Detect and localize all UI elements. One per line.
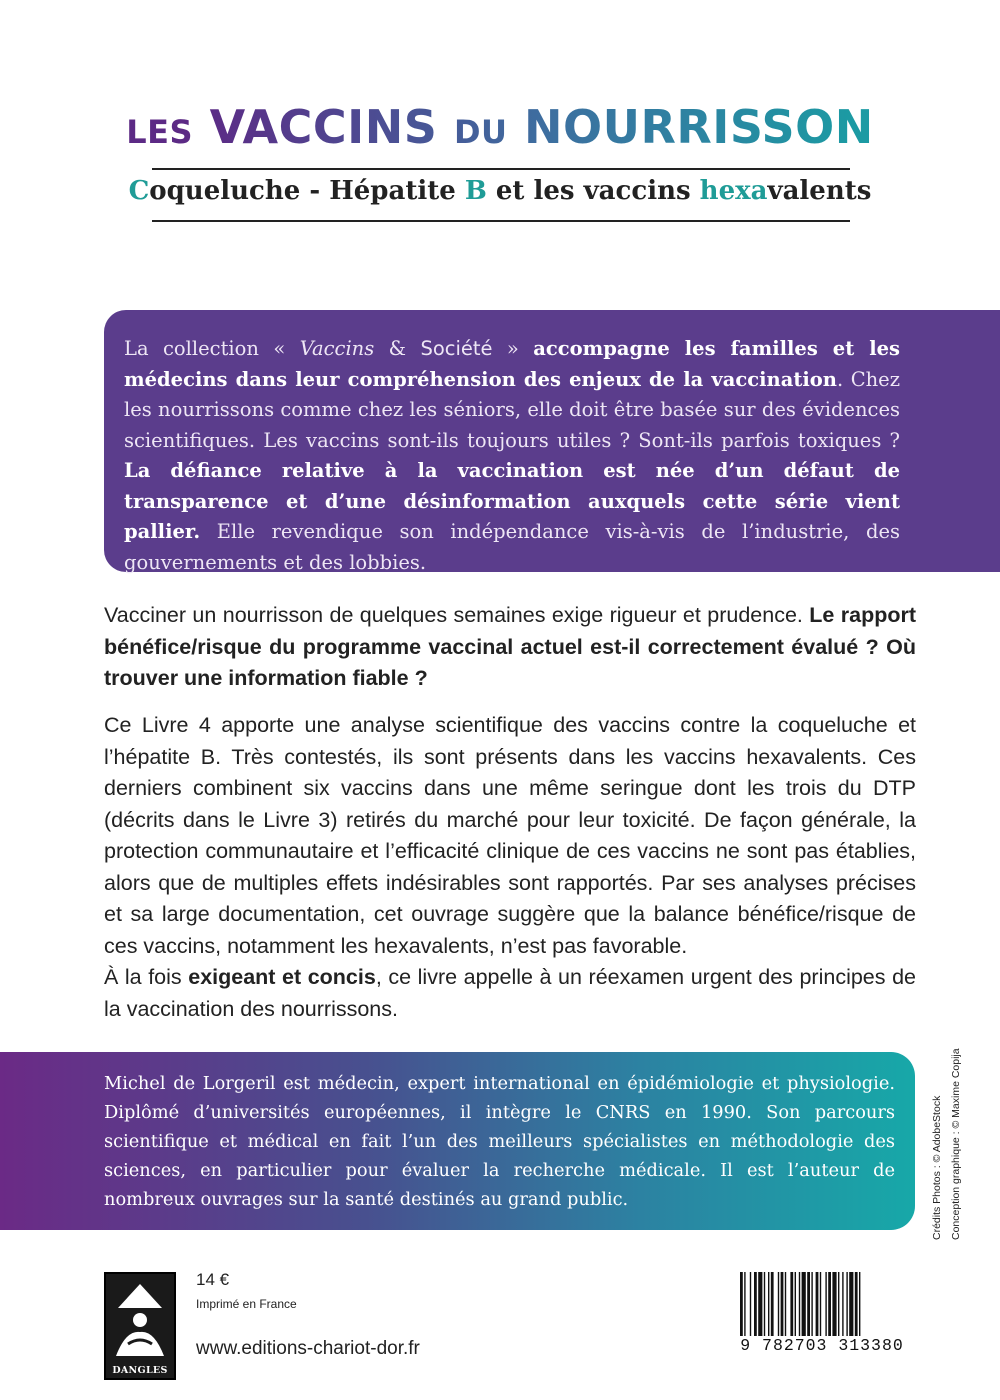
collection-box [104,310,1000,572]
author-bio: Michel de Lorgeril est médecin, expert international en épidémiologie et physiologie. Diplômé d’universités européennes, il intègre le CNRS en 1990. Son parcours scientifique et médical en fait l’un des meilleurs spécialistes en méthodologie des sciences, en particulier pour évaluer la recherche médicale. Il est l’auteur de nombreux ouvrages sur la santé destinés au grand public. [104,1073,895,1210]
collection-name-vaccins: Vaccins [299,337,375,360]
barcode-bar [754,1272,757,1338]
bottom-rule [152,220,850,222]
isbn-number: 9 782703 313380 [736,1336,908,1355]
barcode-bar [855,1272,858,1338]
barcode-icon [736,1272,908,1372]
collection-text [124,334,900,578]
title-nourrisson: NOURRISSON [524,100,874,154]
publisher-logo-graphic [106,1274,174,1362]
top-rule [152,168,850,170]
barcode-bar [785,1272,786,1338]
barcode-bar [849,1272,853,1338]
barcode-bar [859,1272,860,1338]
collection-name-societe: Société [420,337,493,360]
title-du: DU [453,113,508,151]
publisher-website: www.editions-chariot-dor.fr [196,1338,420,1359]
barcode-bars [736,1272,908,1338]
author-box [0,1052,915,1230]
barcode-bar [846,1272,847,1338]
barcode-bar [828,1272,831,1338]
collection-text-3: . Chez les nourrissons comme chez les séniors, elle doit être basée sur des évidences scientifiques. Les vaccins sont-ils toujours utiles ? Sont-ils parfois toxiques ? [124,367,900,452]
barcode-bar [842,1272,843,1338]
book-title [0,100,1000,154]
barcode-bar [816,1272,819,1338]
collection-text-4: Elle revendique son indépendance vis-à-vis de l’industrie, des gouvernements et des lobbies. [124,520,900,574]
credit-design: Conception graphique : © Maxime Copija [950,1048,962,1240]
barcode-bar [790,1272,793,1338]
conclusion-text-a: À la fois [104,965,189,989]
analysis-paragraph: Ce Livre 4 apporte une analyse scientifique des vaccins contre la coqueluche et l’hépatite B. Très contestés, ils sont présents dans les vaccins hexavalents. Ces derniers combinent six vaccins dans une même seringue dont les trois du DTP (décrits dans le Livre 3) retirés du marché pour leur toxicité. De façon générale, la protection communautaire et l’efficacité clinique de ces vaccins ne sont pas établies, alors que de multiples effets indésirables sont rapportés. Par ses analyses précises et sa large documentation, cet ouvrage suggère que la balance bénéfice/risque de ces vaccins, notamment les hexavalents, n’est pas favorable. [104,713,916,958]
intro-bold: Le rapport bénéfice/risque du programme vaccinal actuel est-il correctement évalué ? Où trouver une information fiable ? [104,603,916,690]
subtitle-part-2: et les vaccins [486,176,700,206]
title-les: LES [126,113,194,151]
barcode-bar [758,1272,762,1338]
barcode-bar [740,1272,743,1338]
conclusion-paragraph [104,962,916,1025]
barcode-bar [802,1272,806,1338]
barcode-bar [750,1272,751,1338]
book-subtitle [0,176,1000,206]
barcode-bar [795,1272,796,1338]
title-vaccins: VACCINS [209,100,438,154]
barcode-bar [799,1272,800,1338]
collection-bold-2: La défiance relative à la vaccination est née d’un défaut de transparence et d’une désinformation auxquels cette série vient pallier. [124,459,900,543]
collection-text-1: La collection « [124,337,300,360]
publisher-logo-label: DANGLES [112,1365,168,1376]
publisher-logo-icon [104,1272,176,1380]
collection-ampersand: & [374,337,421,360]
credit-photos: Crédits Photos : © AdobeStock [931,1095,943,1240]
barcode-bar [807,1272,810,1338]
barcode-bar [768,1272,769,1338]
intro-paragraph [104,600,916,695]
barcode-bar [838,1272,839,1338]
subtitle-part-3: valents [767,176,872,206]
barcode-bar [744,1272,745,1338]
intro-text: Vacciner un nourrisson de quelques semaines exige rigueur et prudence. [104,603,810,627]
collection-text-2: » [492,337,534,360]
barcode-bar [832,1272,836,1338]
barcode-bar [781,1272,784,1338]
barcode-bar [771,1272,774,1338]
barcode-bar [764,1272,765,1338]
printed-in: Imprimé en France [196,1297,297,1311]
barcode-bar [825,1272,826,1338]
subtitle-hexa: hexa [699,176,768,206]
subtitle-b: B [464,176,487,206]
subtitle-c: C [128,176,150,206]
barcode-bar [811,1272,812,1338]
conclusion-bold: exigeant et concis [188,965,376,989]
barcode-bar [778,1272,779,1338]
image-credits [928,1048,974,1240]
price: 14 € [196,1270,230,1289]
collection-bold-1: accompagne les familles et les médecins dans leur compréhension des enjeux de la vaccination [124,337,901,391]
subtitle-part-1: oqueluche - Hépatite [149,176,465,206]
barcode-bar [820,1272,821,1338]
conclusion-text-b: , ce livre appelle à un réexamen urgent des principes de la vaccination des nourrissons. [104,965,916,1021]
